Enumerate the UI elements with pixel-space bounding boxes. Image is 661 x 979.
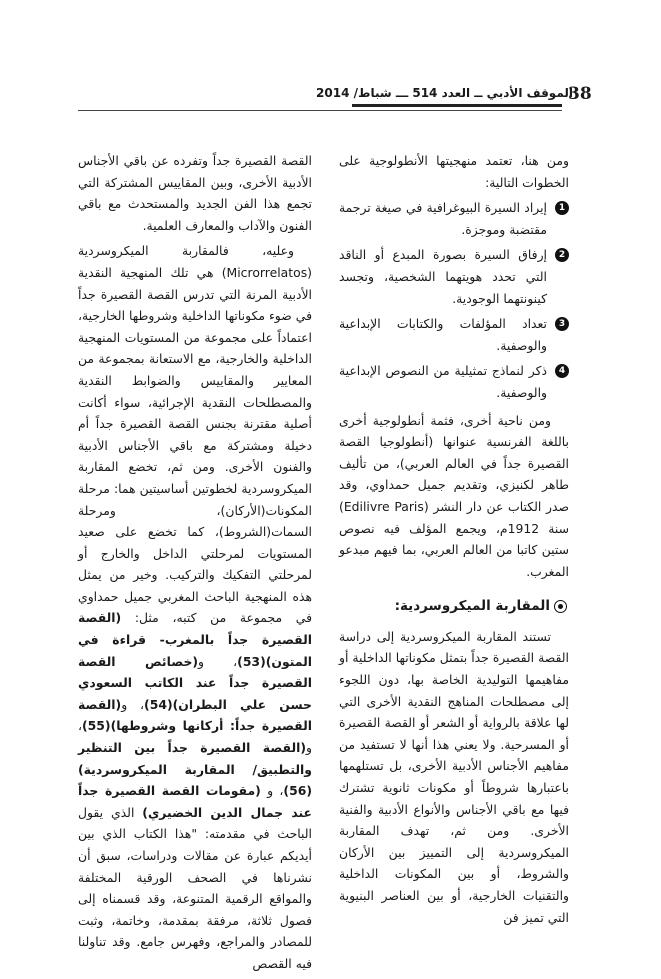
separator: ، و [78, 718, 312, 756]
anthology-paragraph: ومن ناحية أخرى، فثمة أنطولوجية أخرى باللغة الفرنسية عنوانها (أنطولوجيا القصة القصيرة جداً في العالم العربي)، من تأليف طاهر لكنيزي، وتقديم جميل حمداوي، وقد صدر الكتاب عن دار النشر (Edilivre Paris) سنة 1912م، ويجمع المؤلف فيه نصوص ستين كاتبا من العالم العربي، بما فيهم مبدعو المغرب. [339, 412, 569, 579]
methodology-paragraph [78, 240, 312, 974]
magazine-issue: الموقف الأدبي ــ العدد 514 ـــ شباط/ 2014 [316, 86, 573, 100]
list-item [339, 313, 569, 356]
step-text: تعداد المؤلفات والكتابات الإبداعية والوصفية. [339, 316, 547, 353]
right-column [339, 150, 569, 932]
quotation-text: الذي يقول الباحث في مقدمته: "هذا الكتاب الذي بين أيديكم عبارة عن مقالات ودراسات، سبق أن نشرناها في الصحف الورقية المختلفة والمواقع الرقمية المتنوعة، وقد قسمناه إلى فصول ثلاثة، مرفقة بمقدمة، وخاتمة، وثبت للمصادر والمراجع، وفهرس جامع. وقد تناولنا فيه القصص [78, 804, 312, 971]
separator: ، و [198, 653, 238, 669]
book-title: (القصة القصيرة جداً بالمغرب- قراءة في المتون)(53) [78, 610, 312, 669]
intro-paragraph: ومن هنا، تعتمد منهجيتها الأنطولوجية على الخطوات التالية: [339, 153, 569, 190]
list-item [339, 244, 569, 309]
step-text: إيراد السيرة البيوغرافية في صيغة ترجمة مقتضبة وموجزة. [339, 200, 547, 237]
header-rule-thick [352, 104, 562, 107]
book-title: (خصائص القصة القصيرة جداً عند الكاتب السعودي حسن علي البطران)(54) [78, 653, 312, 712]
header-rule-thin [78, 110, 562, 111]
section-heading [339, 596, 569, 618]
number-3-icon: 3 [555, 317, 569, 331]
book-title: (القصة القصيرة جداً: أركانها وشروطها)(55) [78, 696, 312, 734]
steps-list [339, 197, 569, 403]
book-title: (القصة القصيرة جداً بين التنظير والتطبيق/ المقاربة الميكروسردية)(56) [78, 740, 312, 799]
list-item [339, 197, 569, 240]
circle-bullet-icon [554, 600, 567, 613]
separator: ، و [260, 783, 284, 799]
number-1-icon: 1 [555, 201, 569, 215]
microfiction-approach-paragraph: تستند المقاربة الميكروسردية إلى دراسة القصة القصيرة جداً بتمثل مكوناتها الداخلية أو مفاهيمها التوليدية الخاصة بها، دون اللجوء إلى مصطلحات المناهج النقدية الأخرى التي لها علاقة بالرواية أو الشعر أو القصة القصيرة أو المسرحية. ولا يعني هذا أنها لا تستفيد من مفاهيم الأجناس الأدبية الأخرى، بل تستلهمها باعتبارها شروطاً أو مكونات ثانوية تشترك فيها مع باقي الأجناس والأنواع الأدبية والفنية الأخرى. ومن ثم، تهدف المقاربة الميكروسردية إلى التمييز بين الأركان والشروط، أو بين المكونات الداخلية والتقنيات الخارجية، أو بين العناصر البنيوية التي تميز فن [339, 628, 569, 925]
step-text: إرفاق السيرة بصورة المبدع أو الناقد التي تحدد هويتهما الشخصية، وتجسد كينونتهما الوجودية. [339, 247, 547, 306]
number-4-icon: 4 [555, 364, 569, 378]
separator: ، و [121, 696, 145, 712]
left-column [78, 150, 312, 979]
book-title: (مقومات القصة القصيرة جداً عند جمال الدين الخضيري) [78, 783, 313, 820]
number-2-icon: 2 [555, 248, 569, 262]
step-text: ذكر لنماذج تمثيلية من النصوص الإبداعية والوصفية. [339, 363, 547, 400]
page-number: 38 [568, 84, 592, 104]
methodology-text: وعليه، فالمقاربة الميكروسردية (Microrrelatos) هي تلك المنهجية النقدية الأدبية المرنة التي تدرس القصة القصيرة جداً في ضوء مكوناتها الداخلية وشروطها الخارجية، اعتماداً على مجموعة من المستويات المنهجية الداخلية والخارجية، مع الاستعانة بمجموعة من المعايير والمقاييس والضوابط النقدية والمصطلحات النقدية الإجرائية، سواء أكانت أصلية مقترنة بجنس القصة القصيرة جداً أم دخيلة ومشتركة مع باقي الأجناس الأدبية والفنون الأخرى. ومن ثم، تخضع المقاربة الميكروسردية لخطوتين أساسيتين هما: مرحلة المكونات(الأركان)، ومرحلة السمات(الشروط)، كما تخضع على صعيد المستويات لمرحلتي الداخل والخارج أو لمرحلتي التفكيك والتركيب. وخير من يمثل هذه المنهجية الباحث المغربي جميل حمداوي في مجموعة من كتبه، مثل: [78, 243, 312, 626]
list-item [339, 360, 569, 403]
continuation-paragraph: القصة القصيرة جداً وتفرده عن باقي الأجناس الأدبية الأخرى، وبين المقاييس المشتركة التي تجمع هذا الفن الجديد والمستحدث مع باقي الفنون والآداب والمعارف العلمية. [78, 153, 312, 233]
section-heading-text: المقاربة الميكروسردية: [394, 598, 550, 615]
